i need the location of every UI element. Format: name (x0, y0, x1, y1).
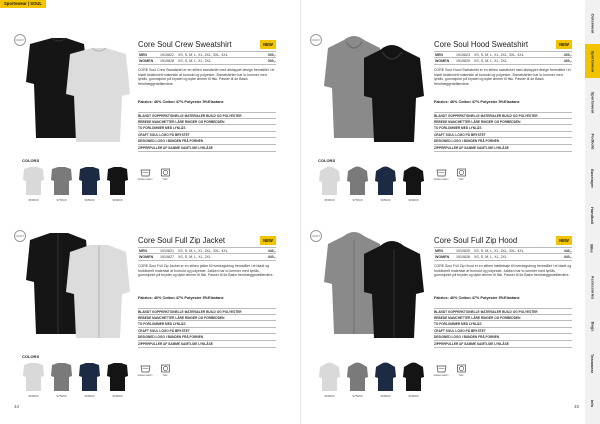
color-swatches (318, 166, 430, 206)
nav-tab-label: Accessories (590, 275, 596, 299)
variant-sku: 1910620 (456, 249, 470, 253)
dry-icon (456, 168, 467, 177)
care-label: Vaskemaskin (433, 374, 449, 377)
swatch-thumbnail (374, 362, 397, 392)
swatch-thumbnail (22, 166, 45, 196)
variant-price: 440,- (267, 249, 276, 253)
wash-icon (436, 364, 447, 373)
variant-price: 440,- (563, 249, 572, 253)
feature-item: DESIGNED LOGO I BUNDEN FRÅ FORNEN (138, 138, 276, 145)
variant-sizes: XS, S, M, L, XL, 2XL, 3XL, 4XL (474, 53, 524, 57)
feature-item: REBEDE MANCHETTER LÅRE RINGER OG PORBEDDEN (138, 119, 276, 126)
wash-icon (436, 168, 447, 177)
new-badge: NEW (260, 40, 276, 49)
nav-tab-label: Teamwear (590, 353, 595, 373)
variant-gender: WOMEN (435, 59, 450, 63)
nav-tab-baselayer[interactable] (585, 162, 600, 194)
product-description: CORE Soul Full Zip Jacket er en stilren jakke til hverdagsbrug fremstillet i et blødt og funktionelt materiale af bomuld og polyester. Jakken har to lommer med lynlås, gummiprint på brystet og dybe ærmer til fisk. Passer til de Basis fremhæggedelfærdere. (138, 264, 274, 278)
product-title: Core Soul Full Zip Hood (434, 236, 518, 245)
feature-item: TO FORLOMMER MED LYNLÅS (138, 125, 276, 132)
care-item (434, 364, 448, 377)
swatch-thumbnail (402, 166, 425, 196)
care-item (158, 168, 172, 181)
feature-item: TO FORLOMMER MED LYNLÅS (138, 321, 276, 328)
color-swatch[interactable] (346, 166, 369, 206)
variant-gender: MEN (435, 53, 443, 57)
variant-price: 300,- (267, 59, 276, 63)
swatch-code: 975000 (56, 394, 67, 398)
craft-logo-icon: CRAFT (14, 34, 26, 46)
product-photo (22, 34, 134, 146)
care-item (454, 364, 468, 377)
variant-sku: 1910623 (456, 53, 470, 57)
nav-tab-label: Fodbold (590, 133, 595, 149)
variant-sku: 1910627 (160, 255, 174, 259)
variant-sizes: XS, S, M, L, XL, 2XL, 3XL, 4XL (178, 53, 228, 57)
variant-sku: 1910621 (160, 249, 174, 253)
full-zip-jacket-image (22, 230, 134, 342)
color-swatch[interactable] (106, 362, 129, 402)
variant-sizes: XS, S, M, L, XL, 2XL (178, 255, 211, 259)
color-swatch[interactable] (374, 362, 397, 402)
variant-table (434, 247, 572, 261)
fabric-composition: Fabrics: 46% Cotton 47% Polyester 5%Elastane (434, 296, 520, 300)
variant-price: 440,- (267, 255, 276, 259)
variant-gender: MEN (435, 249, 443, 253)
feature-item: ZIPPERPULLER AF SAMME SAMTLIGE LYNLÅSE (434, 341, 572, 348)
feature-item: DESIGNED LOGO I BUNDEN FRÅ FORNEN (138, 334, 276, 341)
feature-item: BLANDT GOPPERKTIONELLE MATERIALER BUILD OG POLYESTER (138, 112, 276, 119)
product-title: Core Soul Full Zip Jacket (138, 236, 226, 245)
swatch-code: 975000 (352, 198, 363, 202)
nav-tab-teamwear[interactable] (585, 346, 600, 380)
variant-row (434, 247, 572, 254)
feature-list (434, 308, 572, 348)
variant-price: 400,- (563, 59, 572, 63)
nav-tab-info[interactable] (585, 392, 600, 414)
care-item (138, 364, 152, 377)
color-swatch[interactable] (318, 166, 341, 206)
wash-icon (140, 364, 151, 373)
nav-tab-bike[interactable] (585, 236, 600, 260)
variant-gender: MEN (139, 249, 147, 253)
care-item (158, 364, 172, 377)
care-icons (434, 364, 468, 377)
feature-list (138, 308, 276, 348)
wash-icon (140, 168, 151, 177)
section-header-tag: Sportswear | SOUL (0, 0, 46, 8)
variant-price: 400,- (563, 53, 572, 57)
swatch-thumbnail (22, 362, 45, 392)
feature-item: REBEDE MANCHETTER LÅRE RINGER OG PORBEDDEN (138, 315, 276, 322)
nav-tab-accessories[interactable] (585, 266, 600, 308)
hood-sweatshirt-image (318, 34, 430, 146)
variant-sku: 1910626 (456, 255, 470, 259)
care-label: Vaskemaskin (137, 178, 153, 181)
nav-tab-label: Info (590, 399, 595, 407)
feature-list (138, 112, 276, 152)
variant-table (434, 51, 572, 65)
swatch-code: 950000 (28, 394, 39, 398)
swatch-thumbnail (50, 166, 73, 196)
care-item (454, 168, 468, 181)
variant-sizes: XS, S, M, L, XL, 2XL, 3XL, 4XL (178, 249, 228, 253)
variant-price: 300,- (267, 53, 276, 57)
care-icons (434, 168, 468, 181)
swatch-code: 395000 (380, 198, 391, 202)
swatch-code: 975000 (352, 394, 363, 398)
swatch-thumbnail (402, 362, 425, 392)
product-photo (318, 34, 430, 146)
variant-price: 440,- (563, 255, 572, 259)
page-divider (300, 0, 301, 424)
variant-sku: 1910628 (160, 59, 174, 63)
variant-table (138, 247, 276, 261)
color-swatch[interactable] (346, 362, 369, 402)
swatch-thumbnail (106, 362, 129, 392)
swatch-thumbnail (78, 362, 101, 392)
variant-gender: MEN (139, 53, 147, 57)
care-icons (138, 168, 172, 181)
color-swatch[interactable] (22, 166, 45, 206)
feature-item: ZIPPERPULLER AF SAMME SAMTLIGE LYNLÅSE (138, 341, 276, 348)
feature-item: REBEDE MANCHETTER LÅRE RINGER OG PORBEDDEN (434, 119, 572, 126)
product-card-full-zip-hood (310, 218, 590, 418)
nav-tab-bags[interactable] (585, 314, 600, 338)
care-label: Tørk (458, 374, 464, 377)
swatch-code: 999000 (112, 394, 123, 398)
product-description: CORE Soul Crew Sweatshirt er en stilren sweatshirt med afslappet design fremstillet i et blødt funktionelt materiale af bomuld og polyester. Sweatshirten har to lommer med lynlås, gummiprint på brystet og dybe ærmer til fisk. Passer til de Basis fremhæggedelfærdere. (138, 68, 275, 86)
color-swatch[interactable] (50, 166, 73, 206)
color-swatches (318, 362, 430, 402)
craft-logo-icon: CRAFT (310, 34, 322, 46)
feature-item: BLANDT GOPPERKTIONELLE MATERIALER BUILD OG POLYESTER (434, 308, 572, 315)
product-photo (22, 230, 134, 342)
new-badge: NEW (556, 40, 572, 49)
swatch-code: 395000 (84, 394, 95, 398)
color-swatch[interactable] (318, 362, 341, 402)
care-icons (138, 364, 172, 377)
swatch-thumbnail (374, 166, 397, 196)
variant-row (434, 51, 572, 58)
full-zip-hood-image (318, 230, 430, 342)
swatch-code: 999000 (408, 394, 419, 398)
swatch-thumbnail (50, 362, 73, 392)
variant-sizes: XS, S, M, L, XL, 2XL (474, 255, 507, 259)
swatch-thumbnail (346, 362, 369, 392)
swatch-thumbnail (346, 166, 369, 196)
feature-item: CRAFT SOUL LOGO PÅ BRYSTET (138, 132, 276, 139)
variant-sizes: XS, S, M, L, XL, 2XL (474, 59, 507, 63)
variant-gender: WOMEN (139, 255, 154, 259)
variant-sku: 1910622 (160, 53, 174, 57)
feature-item: REBEDE MANCHETTER LÅRE RINGER OG PORBEDDEN (434, 315, 572, 322)
colors-label: COLORS (22, 158, 40, 163)
swatch-thumbnail (78, 166, 101, 196)
care-item (434, 168, 448, 181)
feature-list (434, 112, 572, 152)
feature-item: DESIGNED LOGO I BUNDEN FRÅ FORNEN (434, 138, 572, 145)
nav-tab-label: Sportswear (590, 50, 596, 72)
swatch-code: 950000 (324, 394, 335, 398)
feature-item: DESIGNED LOGO I BUNDEN FRÅ FORNEN (434, 334, 572, 341)
nav-tab-label: Bike (589, 243, 595, 253)
swatch-thumbnail (318, 166, 341, 196)
dry-icon (456, 364, 467, 373)
nav-tab-sportswear-2[interactable] (585, 84, 600, 120)
variant-gender: WOMEN (139, 59, 154, 63)
feature-item: BLANDT GOPPERKTIONELLE MATERIALER BUILD OG POLYESTER (434, 112, 572, 119)
variant-row (434, 254, 572, 261)
swatch-code: 999000 (408, 198, 419, 202)
nav-tab-sportswear[interactable] (585, 44, 600, 78)
variant-sizes: XS, S, M, L, XL, 2XL, 3XL, 4XL (474, 249, 524, 253)
feature-item: ZIPPERPULLER AF SAMME SAMTLIGE LYNLÅSE (138, 145, 276, 152)
nav-tab-label: Outerwear (590, 13, 596, 33)
product-description: CORE Soul Full Zip Hood er en stilren hættetrøje til hverdagsbrug fremstillet i et blødt og funktionelt materiale af bomuld og polyester. Jakken har to lommer med lynlås, gummiprint på brystet og dybe ærmer til fisk. Passer til de Basis fremhæggedelfærdere. (434, 264, 572, 278)
color-swatch[interactable] (106, 166, 129, 206)
variant-row (138, 51, 276, 58)
dry-icon (160, 364, 171, 373)
fabric-composition: Fabrics: 46% Cotton 47% Polyester 5%Elastane (138, 100, 224, 104)
feature-item: CRAFT SOUL LOGO PÅ BRYSTET (138, 328, 276, 335)
variant-sku: 1910629 (456, 59, 470, 63)
product-card-crew-sweatshirt (14, 22, 294, 222)
product-photo (318, 230, 430, 342)
page-number-right: 45 (574, 404, 580, 409)
product-card-hood-sweatshirt (310, 22, 590, 222)
new-badge: NEW (556, 236, 572, 245)
dry-icon (160, 168, 171, 177)
color-swatch[interactable] (50, 362, 73, 402)
swatch-code: 999000 (112, 198, 123, 202)
swatch-code: 395000 (380, 394, 391, 398)
colors-label: COLORS (318, 158, 336, 163)
page-number-left: 44 (14, 404, 20, 409)
care-label: Tørk (162, 374, 168, 377)
color-swatches (22, 166, 134, 206)
craft-logo-icon: CRAFT (14, 230, 26, 242)
fabric-composition: Fabrics: 46% Cotton 47% Polyester 5%Elastane (138, 296, 224, 300)
color-swatch[interactable] (78, 166, 101, 206)
nav-tab-label: Handball (590, 206, 596, 224)
nav-tab-label: Sportswear (590, 91, 596, 113)
care-label: Vaskemaskin (137, 374, 153, 377)
care-label: Tørk (162, 178, 168, 181)
color-swatch[interactable] (78, 362, 101, 402)
swatch-code: 395000 (84, 198, 95, 202)
fabric-composition: Fabrics: 46% Cotton 47% Polyester 5%Elastane (434, 100, 520, 104)
feature-item: TO FORLOMMER MED LYNLÅS (434, 125, 572, 132)
variant-table (138, 51, 276, 65)
feature-item: CRAFT SOUL LOGO PÅ BRYSTET (434, 328, 572, 335)
variant-sizes: XS, S, M, L, XL, 2XL (178, 59, 211, 63)
nav-tab-handball[interactable] (585, 200, 600, 230)
feature-item: BLANDT GOPPERKTIONELLE MATERIALER BUILD OG POLYESTER (138, 308, 276, 315)
variant-row (138, 247, 276, 254)
color-swatches (22, 362, 134, 402)
swatch-code: 950000 (324, 198, 335, 202)
product-card-full-zip-jacket (14, 218, 294, 418)
variant-gender: WOMEN (435, 255, 450, 259)
craft-logo-icon: CRAFT (310, 230, 322, 242)
section-side-nav (585, 0, 600, 424)
variant-row (138, 254, 276, 261)
feature-item: CRAFT SOUL LOGO PÅ BRYSTET (434, 132, 572, 139)
care-label: Vaskemaskin (433, 178, 449, 181)
variant-row (434, 58, 572, 65)
nav-tab-outerwear[interactable] (585, 6, 600, 40)
color-swatch[interactable] (402, 166, 425, 206)
swatch-thumbnail (106, 166, 129, 196)
new-badge: NEW (260, 236, 276, 245)
care-item (138, 168, 152, 181)
product-description: CORE Soul Hood Sweatshirt er en stilren sweatshirt med afslappet design fremstillet i et blødt funktionelt materiale af bomuld og polyester. Sweatshirten har to lommer med lynlås, gummiprint på brystet og dybe ærmer til fisk. Passer til de Basis fremhæggedelfærdere. (434, 68, 571, 86)
color-swatch[interactable] (374, 166, 397, 206)
care-label: Tørk (458, 178, 464, 181)
crew-sweatshirt-image (22, 34, 134, 146)
product-title: Core Soul Crew Sweatshirt (138, 40, 232, 49)
color-swatch[interactable] (402, 362, 425, 402)
colors-label: COLORS (22, 354, 40, 359)
swatch-thumbnail (318, 362, 341, 392)
product-title: Core Soul Hood Sweatshirt (434, 40, 529, 49)
nav-tab-fodbold[interactable] (585, 126, 600, 156)
feature-item: ZIPPERPULLER AF SAMME SAMTLIGE LYNLÅSE (434, 145, 572, 152)
swatch-code: 950000 (28, 198, 39, 202)
feature-item: TO FORLOMMER MED LYNLÅS (434, 321, 572, 328)
nav-tab-label: Bags (590, 321, 595, 331)
color-swatch[interactable] (22, 362, 45, 402)
swatch-code: 975000 (56, 198, 67, 202)
variant-row (138, 58, 276, 65)
nav-tab-label: Baselayer (590, 168, 595, 188)
